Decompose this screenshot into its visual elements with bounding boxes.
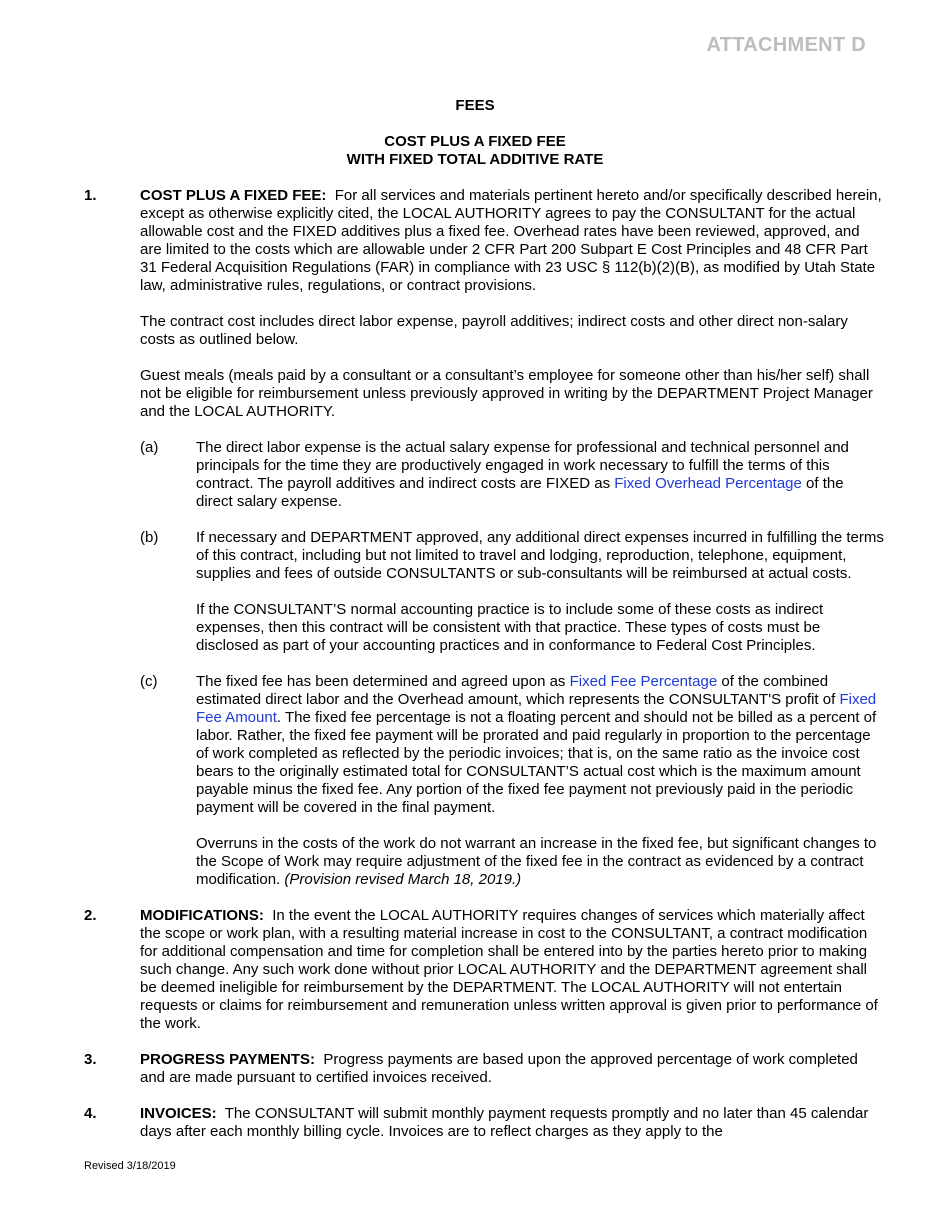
- section-1-paragraph-3: Guest meals (meals paid by a consultant or a consultant’s employee for someone other than his/her self) shall not be eligible for reimbursement unless previously approved in writing by the DEPARTMENT Project Manager and the LOCAL AUTHORITY.: [140, 367, 873, 420]
- text-run: of the combined estimated direct labor and the Overhead amount, which represents the CONSULTANT'S profit of: [196, 673, 840, 708]
- subsection-b-paragraph-1: If necessary and DEPARTMENT approved, any additional direct expenses incurred in fulfilling the terms of this contract, including but not limited to travel and lodging, reproduction, telephone, equipment, supplies and fees of outside CONSULTANTS or sub-consultants will be reimbursed at actual costs.: [196, 529, 884, 582]
- text-run: . The fixed fee percentage is not a floating percent and should not be billed as a percent of labor. Rather, the fixed fee payment will be prorated and paid regularly in proportion to the percentage of work completed as reflected by the periodic invoices; that is, on the same ratio as the invoice cost bears to the originally estimated total for CONSULTANT’S actual cost which is the maximum amount payable minus the fixed fee. Any portion of the fixed fee payment not previously paid in the periodic payment will be covered in the final payment.: [196, 709, 877, 816]
- attachment-label: ATTACHMENT D: [706, 34, 866, 56]
- text-run: of the direct salary expense.: [196, 475, 844, 510]
- section-text: In the event the LOCAL AUTHORITY requires changes of services which materially affect the scope or work plan, with a resulting material increase in cost to the CONSULTANT, a contract modification for additional compensation and time for completion shall be entered into by the parties hereto prior to making such change. Any such work done without prior LOCAL AUTHORITY and the DEPARTMENT agreement shall be deemed ineligible for reimbursement by the DEPARTMENT. The LOCAL AUTHORITY will not entertain requests or claims for reimbursement and remuneration unless written approval is given prior to performance of the work.: [140, 907, 878, 1032]
- section-1-paragraph-1: [140, 187, 884, 295]
- section-heading: MODIFICATIONS:: [140, 907, 264, 924]
- page-title: FEES: [455, 97, 495, 114]
- section-4-text: [140, 1105, 884, 1141]
- section-2-text: [140, 907, 884, 1033]
- section-number: 4.: [84, 1105, 97, 1122]
- page-subtitle: [0, 133, 950, 169]
- subtitle-line-1: COST PLUS A FIXED FEE: [384, 133, 566, 150]
- document-body: [84, 187, 884, 1159]
- subsection-b: [140, 529, 884, 655]
- section-number: 2.: [84, 907, 97, 924]
- revision-note: (Provision revised March 18, 2019.): [284, 871, 522, 888]
- section-1: [84, 187, 884, 889]
- text-run: The direct labor expense is the actual salary expense for professional and technical personnel and principals for the time they are productively engaged in work necessary to fulfill the terms of this contract. The payroll additives and indirect costs are FIXED as: [196, 439, 849, 492]
- text-run: The fixed fee has been determined and agreed upon as: [196, 673, 570, 690]
- section-content: [140, 187, 884, 889]
- subsection-letter: (b): [140, 529, 159, 546]
- revision-footer: Revised 3/18/2019: [84, 1160, 176, 1172]
- subsection-letter: (a): [140, 439, 159, 456]
- section-number: 1.: [84, 187, 97, 204]
- subsection-a-text: [196, 439, 884, 511]
- section-heading: COST PLUS A FIXED FEE:: [140, 187, 327, 204]
- section-1-paragraph-2: The contract cost includes direct labor expense, payroll additives; indirect costs and other direct non-salary costs as outlined below.: [140, 313, 848, 348]
- subsection-b-paragraph-2: If the CONSULTANT’S normal accounting practice is to include some of these costs as indirect expenses, then this contract will be consistent with that practice. These types of costs must be disclosed as part of your accounting practices and in conformance to Federal Cost Principles.: [196, 601, 824, 654]
- section-text: For all services and materials pertinent hereto and/or specifically described herein, except as otherwise explicitly cited, the LOCAL AUTHORITY agrees to pay the CONSULTANT for the actual allowable cost and the FIXED additives plus a fixed fee. Overhead rates have been reviewed, approved, and are limited to the costs which are allowable under 2 CFR Part 200 Subpart E Cost Principles and 48 CFR Part 31 Federal Acquisition Regulations (FAR) in compliance with 23 USC § 112(b)(2)(B), as modified by Utah State law, administrative rules, regulations, or contract provisions.: [140, 187, 882, 294]
- fixed-fee-percentage-field[interactable]: Fixed Fee Percentage: [569, 673, 718, 690]
- subsection-c-paragraph-2: [196, 835, 884, 889]
- section-3: [84, 1051, 884, 1087]
- section-3-text: [140, 1051, 884, 1087]
- fixed-fee-amount-field[interactable]: Fixed Fee Amount: [196, 691, 877, 726]
- section-heading: PROGRESS PAYMENTS:: [140, 1051, 316, 1068]
- fixed-overhead-percentage-field[interactable]: Fixed Overhead Percentage: [614, 475, 802, 492]
- section-number: 3.: [84, 1051, 97, 1068]
- subsection-c: [140, 673, 884, 889]
- section-text: The CONSULTANT will submit monthly payment requests promptly and no later than 45 calendar days after each monthly billing cycle. Invoices are to reflect charges as they apply to the: [140, 1105, 869, 1140]
- section-2: [84, 907, 884, 1033]
- subtitle-line-2: WITH FIXED TOTAL ADDITIVE RATE: [346, 151, 604, 168]
- subsection-letter: (c): [140, 673, 158, 690]
- section-heading: INVOICES:: [140, 1105, 217, 1122]
- section-text: Progress payments are based upon the approved percentage of work completed and are made pursuant to certified invoices received.: [140, 1051, 858, 1086]
- section-4: [84, 1105, 884, 1141]
- text-run: Overruns in the costs of the work do not warrant an increase in the fixed fee, but significant changes to the Scope of Work may require adjustment of the fixed fee in the contract as evidenced by a contract modification.: [196, 835, 877, 888]
- subsection-a: [140, 439, 884, 511]
- subsection-c-paragraph-1: [196, 673, 884, 817]
